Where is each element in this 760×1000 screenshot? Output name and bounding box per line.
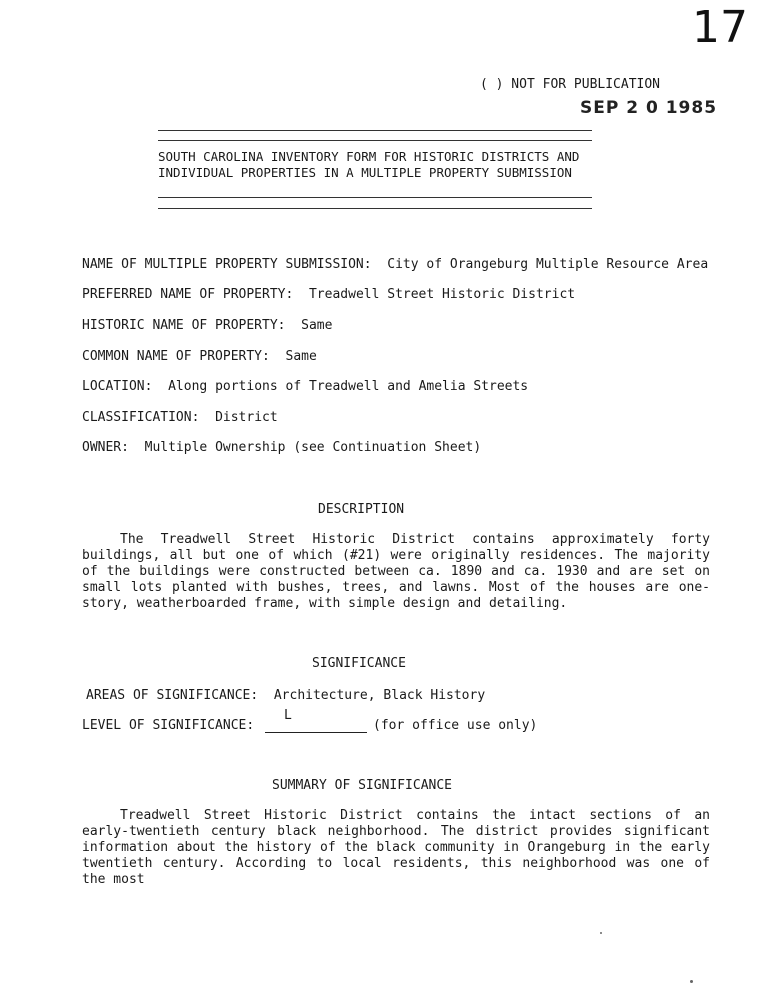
field-value: City of Orangeburg Multiple Resource Area xyxy=(387,257,709,272)
form-title-line-2: INDIVIDUAL PROPERTIES IN A MULTIPLE PROPERTY SUBMISSION xyxy=(158,165,572,180)
header-rule-top-1 xyxy=(158,130,592,131)
areas-value: Architecture, Black History xyxy=(273,688,486,703)
field-classification xyxy=(82,410,278,425)
field-label: OWNER: xyxy=(82,440,129,455)
field-common-name xyxy=(82,349,317,364)
header-rule-top-2 xyxy=(158,140,592,141)
field-value: Along portions of Treadwell and Amelia Streets xyxy=(168,379,529,394)
description-paragraph xyxy=(82,532,710,612)
field-label: NAME OF MULTIPLE PROPERTY SUBMISSION: xyxy=(82,257,372,272)
field-owner xyxy=(82,440,481,455)
field-label: HISTORIC NAME OF PROPERTY: xyxy=(82,318,286,333)
level-underline xyxy=(265,732,367,733)
field-value: Multiple Ownership (see Continuation Sheet) xyxy=(144,440,482,455)
received-date-stamp: SEP 2 0 1985 xyxy=(580,98,718,118)
not-for-publication-checkbox-label: ( ) NOT FOR PUBLICATION xyxy=(480,77,661,92)
field-label: LOCATION: xyxy=(82,379,153,394)
level-of-significance-value: L xyxy=(284,708,292,723)
description-text: The Treadwell Street Historic District contains approximately forty buildings, all but one of which (#21) were originally residences. The majority of the buildings were constructed between ca. 1890 and ca. 1930 and are set on small lots planted with bushes, trees, and lawns. Most of the houses are one-story, weatherboarded frame, with simple design and detailing. xyxy=(82,532,710,611)
summary-paragraph xyxy=(82,808,710,888)
scan-speck xyxy=(690,980,693,983)
office-use-note: (for office use only) xyxy=(373,718,538,733)
field-label: COMMON NAME OF PROPERTY: xyxy=(82,349,270,364)
areas-label: AREAS OF SIGNIFICANCE: xyxy=(86,688,259,703)
form-title-line-1: SOUTH CAROLINA INVENTORY FORM FOR HISTORIC DISTRICTS AND xyxy=(158,149,580,164)
field-label: PREFERRED NAME OF PROPERTY: xyxy=(82,287,294,302)
field-submission-name xyxy=(82,257,708,272)
field-value: Same xyxy=(285,349,317,364)
description-heading: DESCRIPTION xyxy=(318,502,405,517)
field-value: Same xyxy=(301,318,333,333)
field-location xyxy=(82,379,528,394)
level-of-significance-label: LEVEL OF SIGNIFICANCE: xyxy=(82,718,255,733)
field-value: District xyxy=(215,410,278,425)
significance-heading: SIGNIFICANCE xyxy=(312,656,406,671)
header-rule-bottom-1 xyxy=(158,197,592,198)
field-label: CLASSIFICATION: xyxy=(82,410,200,425)
form-title xyxy=(158,149,579,181)
field-preferred-name xyxy=(82,287,575,302)
field-value: Treadwell Street Historic District xyxy=(308,287,576,302)
header-rule-bottom-2 xyxy=(158,208,592,209)
areas-of-significance xyxy=(86,688,485,703)
field-historic-name xyxy=(82,318,332,333)
summary-text: Treadwell Street Historic District contains the intact sections of an early-twentieth century black neighborhood. The district provides significant information about the history of the black community in Orangeburg in the early twentieth century. According to local residents, this neighborhood was one of the most xyxy=(82,808,710,887)
summary-heading: SUMMARY OF SIGNIFICANCE xyxy=(272,778,453,793)
page-number: 17 xyxy=(692,2,748,53)
scan-speck xyxy=(600,932,602,934)
